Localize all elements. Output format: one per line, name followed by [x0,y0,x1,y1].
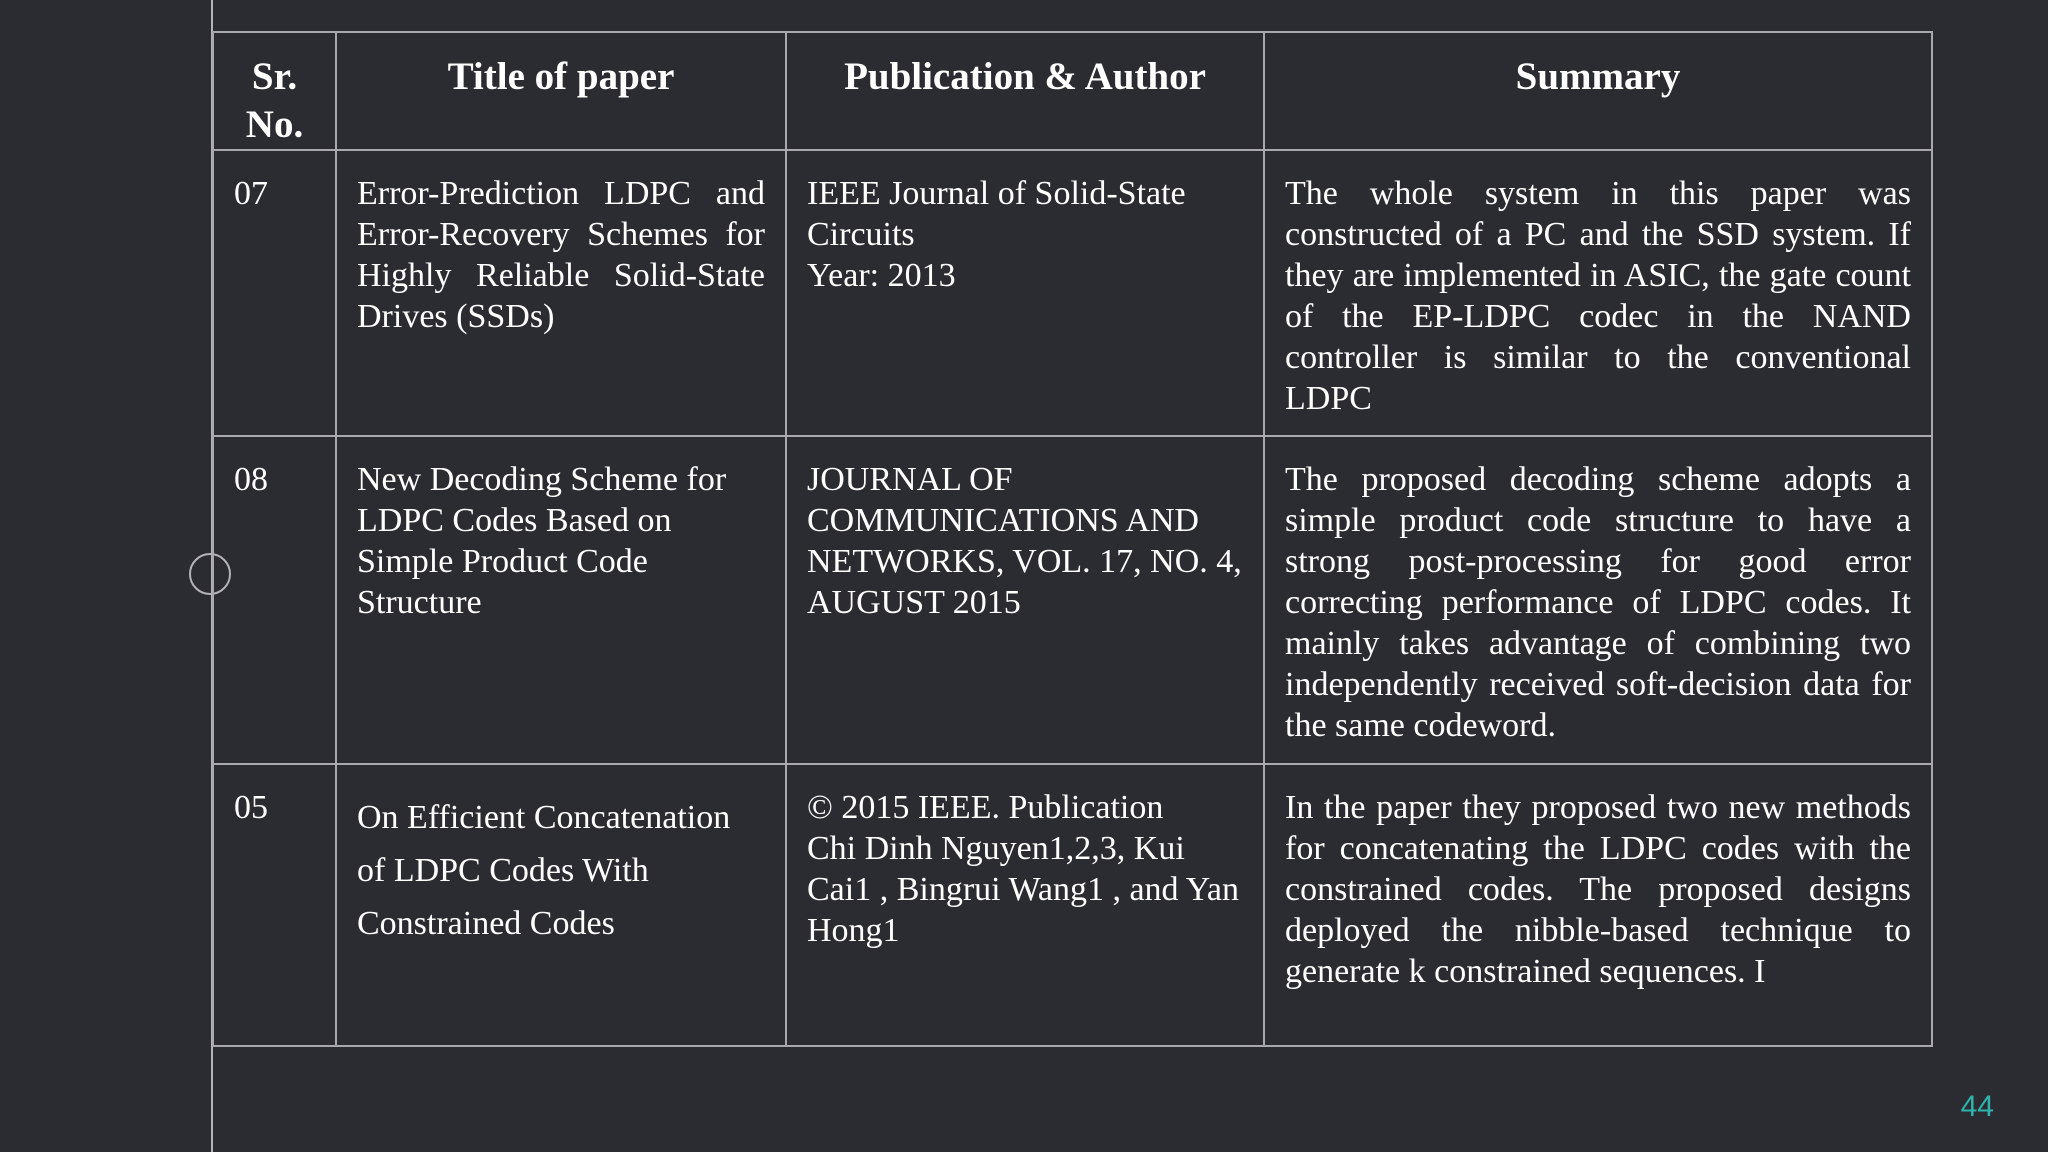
summary-cell: The whole system in this paper was constructed of a PC and the SSD system. If they are implemented in ASIC, the gate count of the EP-LDPC codec in the NAND controller is similar to the conventional LDPC [1264,150,1932,436]
table-row [213,150,1932,436]
table-row [213,436,1932,764]
sr-no-cell: 08 [213,436,336,764]
header-summary: Summary [1264,32,1932,150]
page-number: 44 [1960,1090,1994,1123]
header-publication: Publication & Author [786,32,1264,150]
literature-survey-table [212,31,1933,1047]
summary-cell: In the paper they proposed two new methods for concatenating the LDPC codes with the constrained codes. The proposed designs deployed the nibble-based technique to generate k constrained sequences. I [1264,764,1932,1046]
publication-cell: IEEE Journal of Solid-State Circuits Year: 2013 [786,150,1264,436]
publication-cell: © 2015 IEEE. Publication Chi Dinh Nguyen1,2,3, Kui Cai1 , Bingrui Wang1 , and Yan Hong1 [786,764,1264,1046]
title-cell: New Decoding Scheme for LDPC Codes Based on Simple Product Code Structure [336,436,786,764]
table-header-row [213,32,1932,150]
header-sr-no: Sr. No. [213,32,336,150]
publication-cell: JOURNAL OF COMMUNICATIONS AND NETWORKS, VOL. 17, NO. 4, AUGUST 2015 [786,436,1264,764]
sr-no-cell: 07 [213,150,336,436]
summary-cell: The proposed decoding scheme adopts a simple product code structure to have a strong post-processing for good error correcting performance of LDPC codes. It mainly takes advantage of combining two independently received soft-decision data for the same codeword. [1264,436,1932,764]
table-row [213,764,1932,1046]
sr-no-cell: 05 [213,764,336,1046]
title-cell [336,764,786,1046]
title-text: On Efficient Concatenation of LDPC Codes With Constrained Codes [357,799,731,942]
title-cell: Error-Prediction LDPC and Error-Recovery Schemes for Highly Reliable Solid-State Drives (SSDs) [336,150,786,436]
header-title: Title of paper [336,32,786,150]
